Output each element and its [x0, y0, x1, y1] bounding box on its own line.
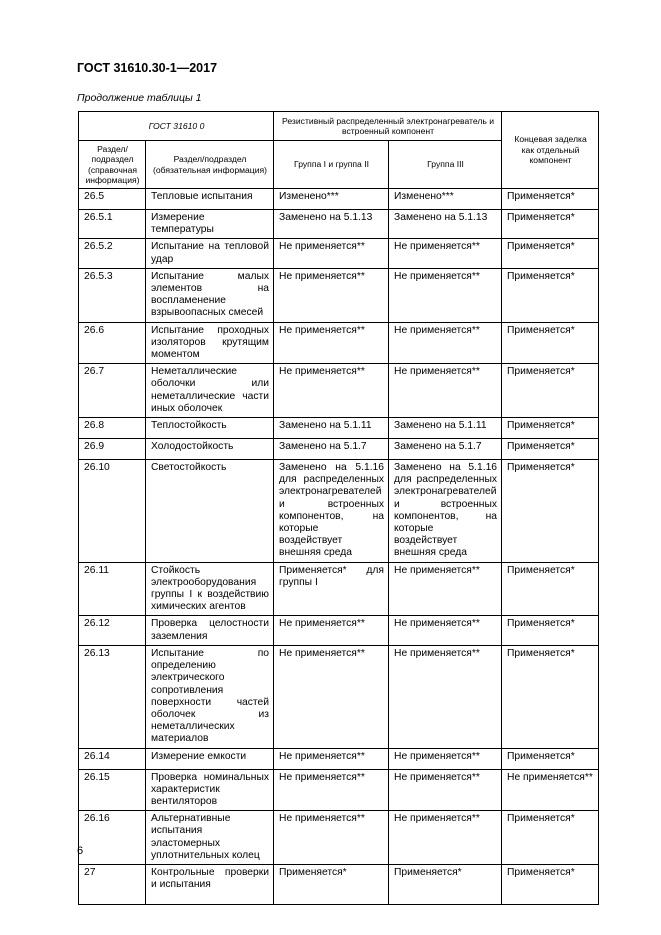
cell-section-ref: 26.8 — [79, 418, 146, 439]
header-section-ref: Раздел/ подраздел (справочная информация) — [79, 141, 146, 189]
cell-termination: Применяется* — [502, 322, 599, 364]
cell-termination: Не применяется** — [502, 769, 599, 811]
cell-group-3: Не применяется** — [389, 748, 502, 769]
cell-group-3: Заменено на 5.1.7 — [389, 439, 502, 460]
table-row — [79, 748, 599, 769]
table-row — [79, 645, 599, 748]
cell-section-name: Измерение емкости — [146, 748, 274, 769]
cell-section-name: Испытание по определению электрического сопротивления поверхности частей оболочек из неметаллических материалов — [146, 645, 274, 748]
table-row — [79, 562, 599, 616]
cell-group-1-2: Не применяется** — [274, 769, 389, 811]
cell-section-ref: 26.5 — [79, 189, 146, 210]
header-termination: Концевая заделка как отдельный компонент — [502, 112, 599, 189]
cell-termination: Применяется* — [502, 562, 599, 616]
table-row — [79, 418, 599, 439]
cell-group-1-2: Не применяется** — [274, 322, 389, 364]
cell-group-3: Не применяется** — [389, 769, 502, 811]
table-caption: Продолжение таблицы 1 — [77, 92, 202, 104]
cell-section-name: Проверка номинальных характеристик вентиляторов — [146, 769, 274, 811]
cell-termination: Применяется* — [502, 239, 599, 268]
cell-group-3: Заменено на 5.1.16 для распределенных электронагревателей и встроенных компонентов, на которые воздействует внешняя среда — [389, 460, 502, 563]
cell-termination: Применяется* — [502, 439, 599, 460]
cell-group-1-2: Не применяется** — [274, 268, 389, 322]
cell-group-1-2: Не применяется** — [274, 239, 389, 268]
cell-section-name: Контрольные проверки и испытания — [146, 864, 274, 904]
cell-section-ref: 26.5.2 — [79, 239, 146, 268]
cell-section-name: Теплостойкость — [146, 418, 274, 439]
cell-section-name: Измерение температуры — [146, 210, 274, 239]
cell-termination: Применяется* — [502, 864, 599, 904]
cell-group-1-2: Не применяется** — [274, 645, 389, 748]
cell-group-3: Не применяется** — [389, 811, 502, 865]
cell-group-3: Не применяется** — [389, 322, 502, 364]
table-row — [79, 322, 599, 364]
cell-group-1-2: Не применяется** — [274, 616, 389, 645]
cell-termination: Применяется* — [502, 418, 599, 439]
cell-group-1-2: Не применяется** — [274, 811, 389, 865]
page-number: 6 — [77, 845, 84, 857]
cell-termination: Применяется* — [502, 210, 599, 239]
table-row — [79, 439, 599, 460]
cell-section-ref: 26.14 — [79, 748, 146, 769]
cell-section-ref: 26.12 — [79, 616, 146, 645]
cell-section-ref: 26.15 — [79, 769, 146, 811]
cell-section-ref: 26.5.1 — [79, 210, 146, 239]
table-row — [79, 268, 599, 322]
cell-group-1-2: Заменено на 5.1.13 — [274, 210, 389, 239]
cell-group-3: Применяется* — [389, 864, 502, 904]
table-row — [79, 460, 599, 563]
cell-section-name: Тепловые испытания — [146, 189, 274, 210]
table-row — [79, 210, 599, 239]
cell-group-1-2: Заменено на 5.1.16 для распределенных электронагревателей и встроенных компонентов, на которые воздействует внешняя среда — [274, 460, 389, 563]
header-group-3: Группа III — [389, 141, 502, 189]
cell-termination: Применяется* — [502, 811, 599, 865]
cell-group-3: Изменено*** — [389, 189, 502, 210]
cell-termination: Применяется* — [502, 748, 599, 769]
header-row-top — [79, 112, 599, 141]
table-row — [79, 864, 599, 904]
cell-group-3: Не применяется** — [389, 364, 502, 418]
header-section-req: Раздел/подраздел (обязательная информация) — [146, 141, 274, 189]
cell-group-1-2: Изменено*** — [274, 189, 389, 210]
cell-section-ref: 26.5.3 — [79, 268, 146, 322]
table-row — [79, 239, 599, 268]
cell-section-name: Испытание проходных изоляторов крутящим моментом — [146, 322, 274, 364]
cell-section-ref: 26.9 — [79, 439, 146, 460]
cell-section-ref: 26.11 — [79, 562, 146, 616]
cell-group-1-2: Не применяется** — [274, 364, 389, 418]
cell-section-ref: 26.16 — [79, 811, 146, 865]
header-group-1-2: Группа I и группа II — [274, 141, 389, 189]
cell-group-1-2: Заменено на 5.1.7 — [274, 439, 389, 460]
cell-group-3: Не применяется** — [389, 616, 502, 645]
cell-termination: Применяется* — [502, 460, 599, 563]
cell-group-1-2: Применяется* для группы I — [274, 562, 389, 616]
cell-section-name: Неметаллические оболочки или неметаллические части иных оболочек — [146, 364, 274, 418]
cell-section-name: Стойкость электрооборудования группы I к воздействию химических агентов — [146, 562, 274, 616]
cell-section-ref: 26.7 — [79, 364, 146, 418]
table-row — [79, 769, 599, 811]
table-row — [79, 364, 599, 418]
header-resistive: Резистивный распределенный электронагреватель и встроенный компонент — [274, 112, 502, 141]
cell-section-name: Холодостойкость — [146, 439, 274, 460]
cell-termination: Применяется* — [502, 616, 599, 645]
cell-termination: Применяется* — [502, 268, 599, 322]
cell-termination: Применяется* — [502, 364, 599, 418]
cell-group-3: Заменено на 5.1.13 — [389, 210, 502, 239]
cell-termination: Применяется* — [502, 645, 599, 748]
cell-section-ref: 27 — [79, 864, 146, 904]
cell-group-3: Не применяется** — [389, 645, 502, 748]
cell-section-name: Проверка целостности заземления — [146, 616, 274, 645]
cell-section-name: Испытание на тепловой удар — [146, 239, 274, 268]
cell-section-name: Испытание малых элементов на воспламенение взрывоопасных смесей — [146, 268, 274, 322]
cell-group-3: Заменено на 5.1.11 — [389, 418, 502, 439]
cell-section-ref: 26.10 — [79, 460, 146, 563]
cell-group-3: Не применяется** — [389, 239, 502, 268]
header-gost: ГОСТ 31610 0 — [79, 112, 274, 141]
table-row — [79, 811, 599, 865]
table-row — [79, 616, 599, 645]
cell-group-1-2: Заменено на 5.1.11 — [274, 418, 389, 439]
cell-group-1-2: Не применяется** — [274, 748, 389, 769]
table-row — [79, 189, 599, 210]
cell-group-3: Не применяется** — [389, 562, 502, 616]
cell-termination: Применяется* — [502, 189, 599, 210]
document-title: ГОСТ 31610.30-1—2017 — [77, 61, 218, 75]
requirements-table — [78, 111, 599, 905]
cell-group-3: Не применяется** — [389, 268, 502, 322]
cell-section-name: Альтернативные испытания эластомерных уплотнительных колец — [146, 811, 274, 865]
cell-section-ref: 26.13 — [79, 645, 146, 748]
cell-group-1-2: Применяется* — [274, 864, 389, 904]
cell-section-ref: 26.6 — [79, 322, 146, 364]
cell-section-name: Светостойкость — [146, 460, 274, 563]
